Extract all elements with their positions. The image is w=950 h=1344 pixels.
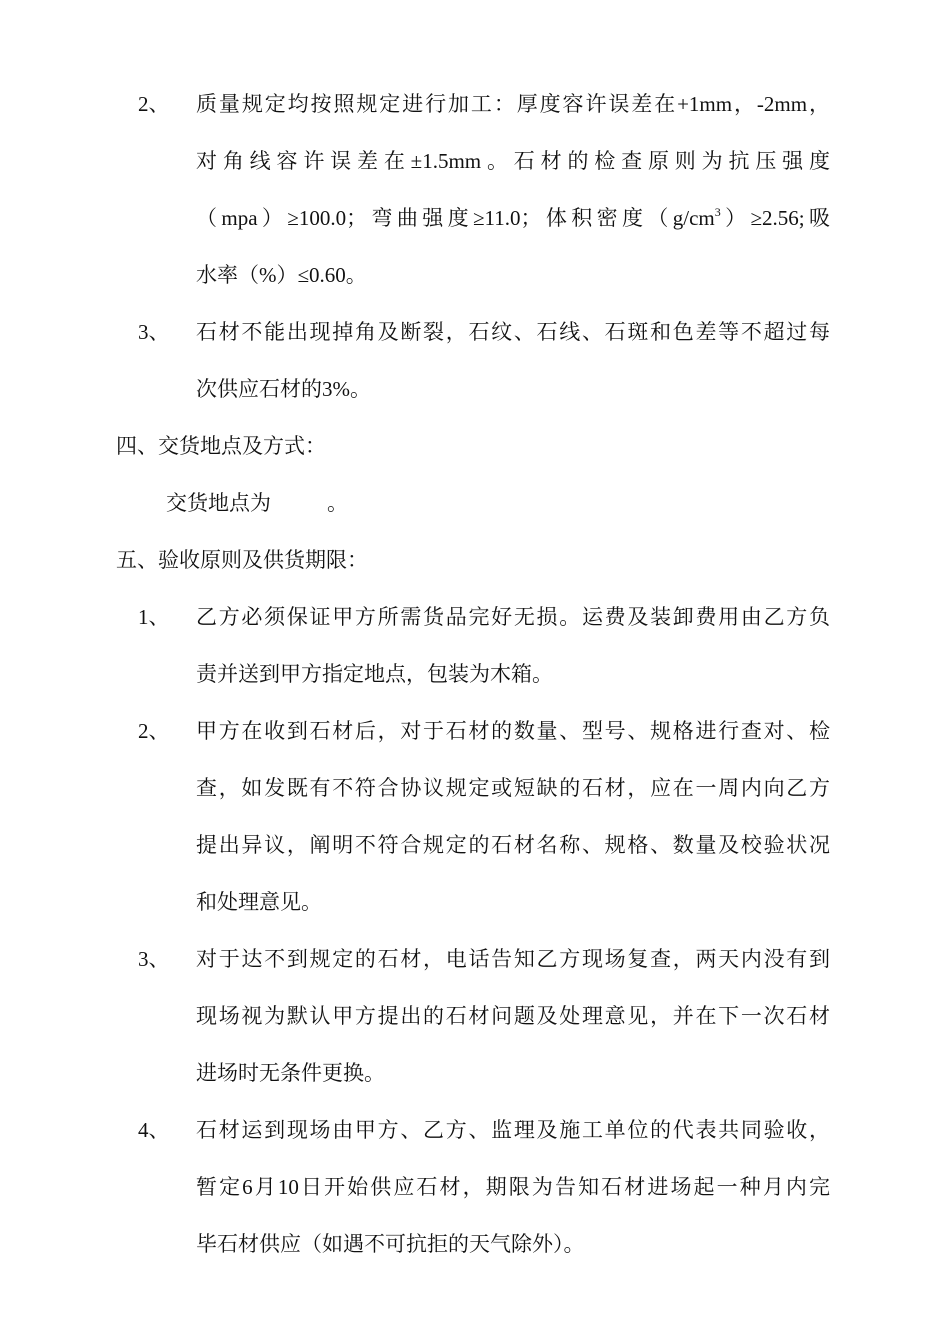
text-run: ）≥2.56;吸 [720,206,830,230]
section-heading: 四、交货地点及方式： [116,434,326,458]
paragraph-line: 水率（%）≤0.60。 [196,263,367,287]
item-number: 2、 [138,719,170,743]
paragraph-line: 查，如发既有不符合协议规定或短缺的石材，应在一周内向乙方 [196,776,830,800]
paragraph-line: 暂定6月10日开始供应石材，期限为告知石材进场起一种月内完 [196,1175,830,1199]
paragraph-line: 石材运到现场由甲方、乙方、监理及施工单位的代表共同验收， [196,1118,830,1142]
paragraph-line: 甲方在收到石材后，对于石材的数量、型号、规格进行查对、检 [196,719,830,743]
item-number: 4、 [138,1118,170,1142]
paragraph-line: 质量规定均按照规定进行加工：厚度容许误差在+1mm，-2mm， [196,92,830,116]
item-number: 3、 [138,320,170,344]
text-run: （mpa）≥100.0；弯曲强度≥11.0；体积密度（g/cm [196,206,715,230]
paragraph-line: 现场视为默认甲方提出的石材问题及处理意见，并在下一次石材 [196,1004,830,1028]
section-heading: 五、验收原则及供货期限： [116,548,368,572]
paragraph-line [196,202,830,232]
superscript: 3 [714,205,721,219]
delivery-location-label: 交货地点为 [166,491,271,515]
paragraph-line: 石材不能出现掉角及断裂，石纹、石线、石斑和色差等不超过每 [196,320,830,344]
item-number: 1、 [138,605,170,629]
paragraph-line: 对角线容许误差在±1.5mm。石材的检查原则为抗压强度 [196,149,830,173]
delivery-location-line [166,487,348,517]
paragraph-line: 次供应石材的3%。 [196,377,371,401]
paragraph-line: 提出异议，阐明不符合规定的石材名称、规格、数量及校验状况 [196,833,830,857]
paragraph-line: 责并送到甲方指定地点，包装为木箱。 [196,662,553,686]
item-number: 3、 [138,947,170,971]
paragraph-line: 乙方必须保证甲方所需货品完好无损。运费及装卸费用由乙方负 [196,605,830,629]
paragraph-line: 毕石材供应（如遇不可抗拒的天气除外）。 [196,1232,585,1256]
period: 。 [327,491,348,515]
paragraph-line: 进场时无条件更换。 [196,1061,385,1085]
paragraph-line: 和处理意见。 [196,890,322,914]
item-number: 2、 [138,92,170,116]
paragraph-line: 对于达不到规定的石材，电话告知乙方现场复查，两天内没有到 [196,947,830,971]
